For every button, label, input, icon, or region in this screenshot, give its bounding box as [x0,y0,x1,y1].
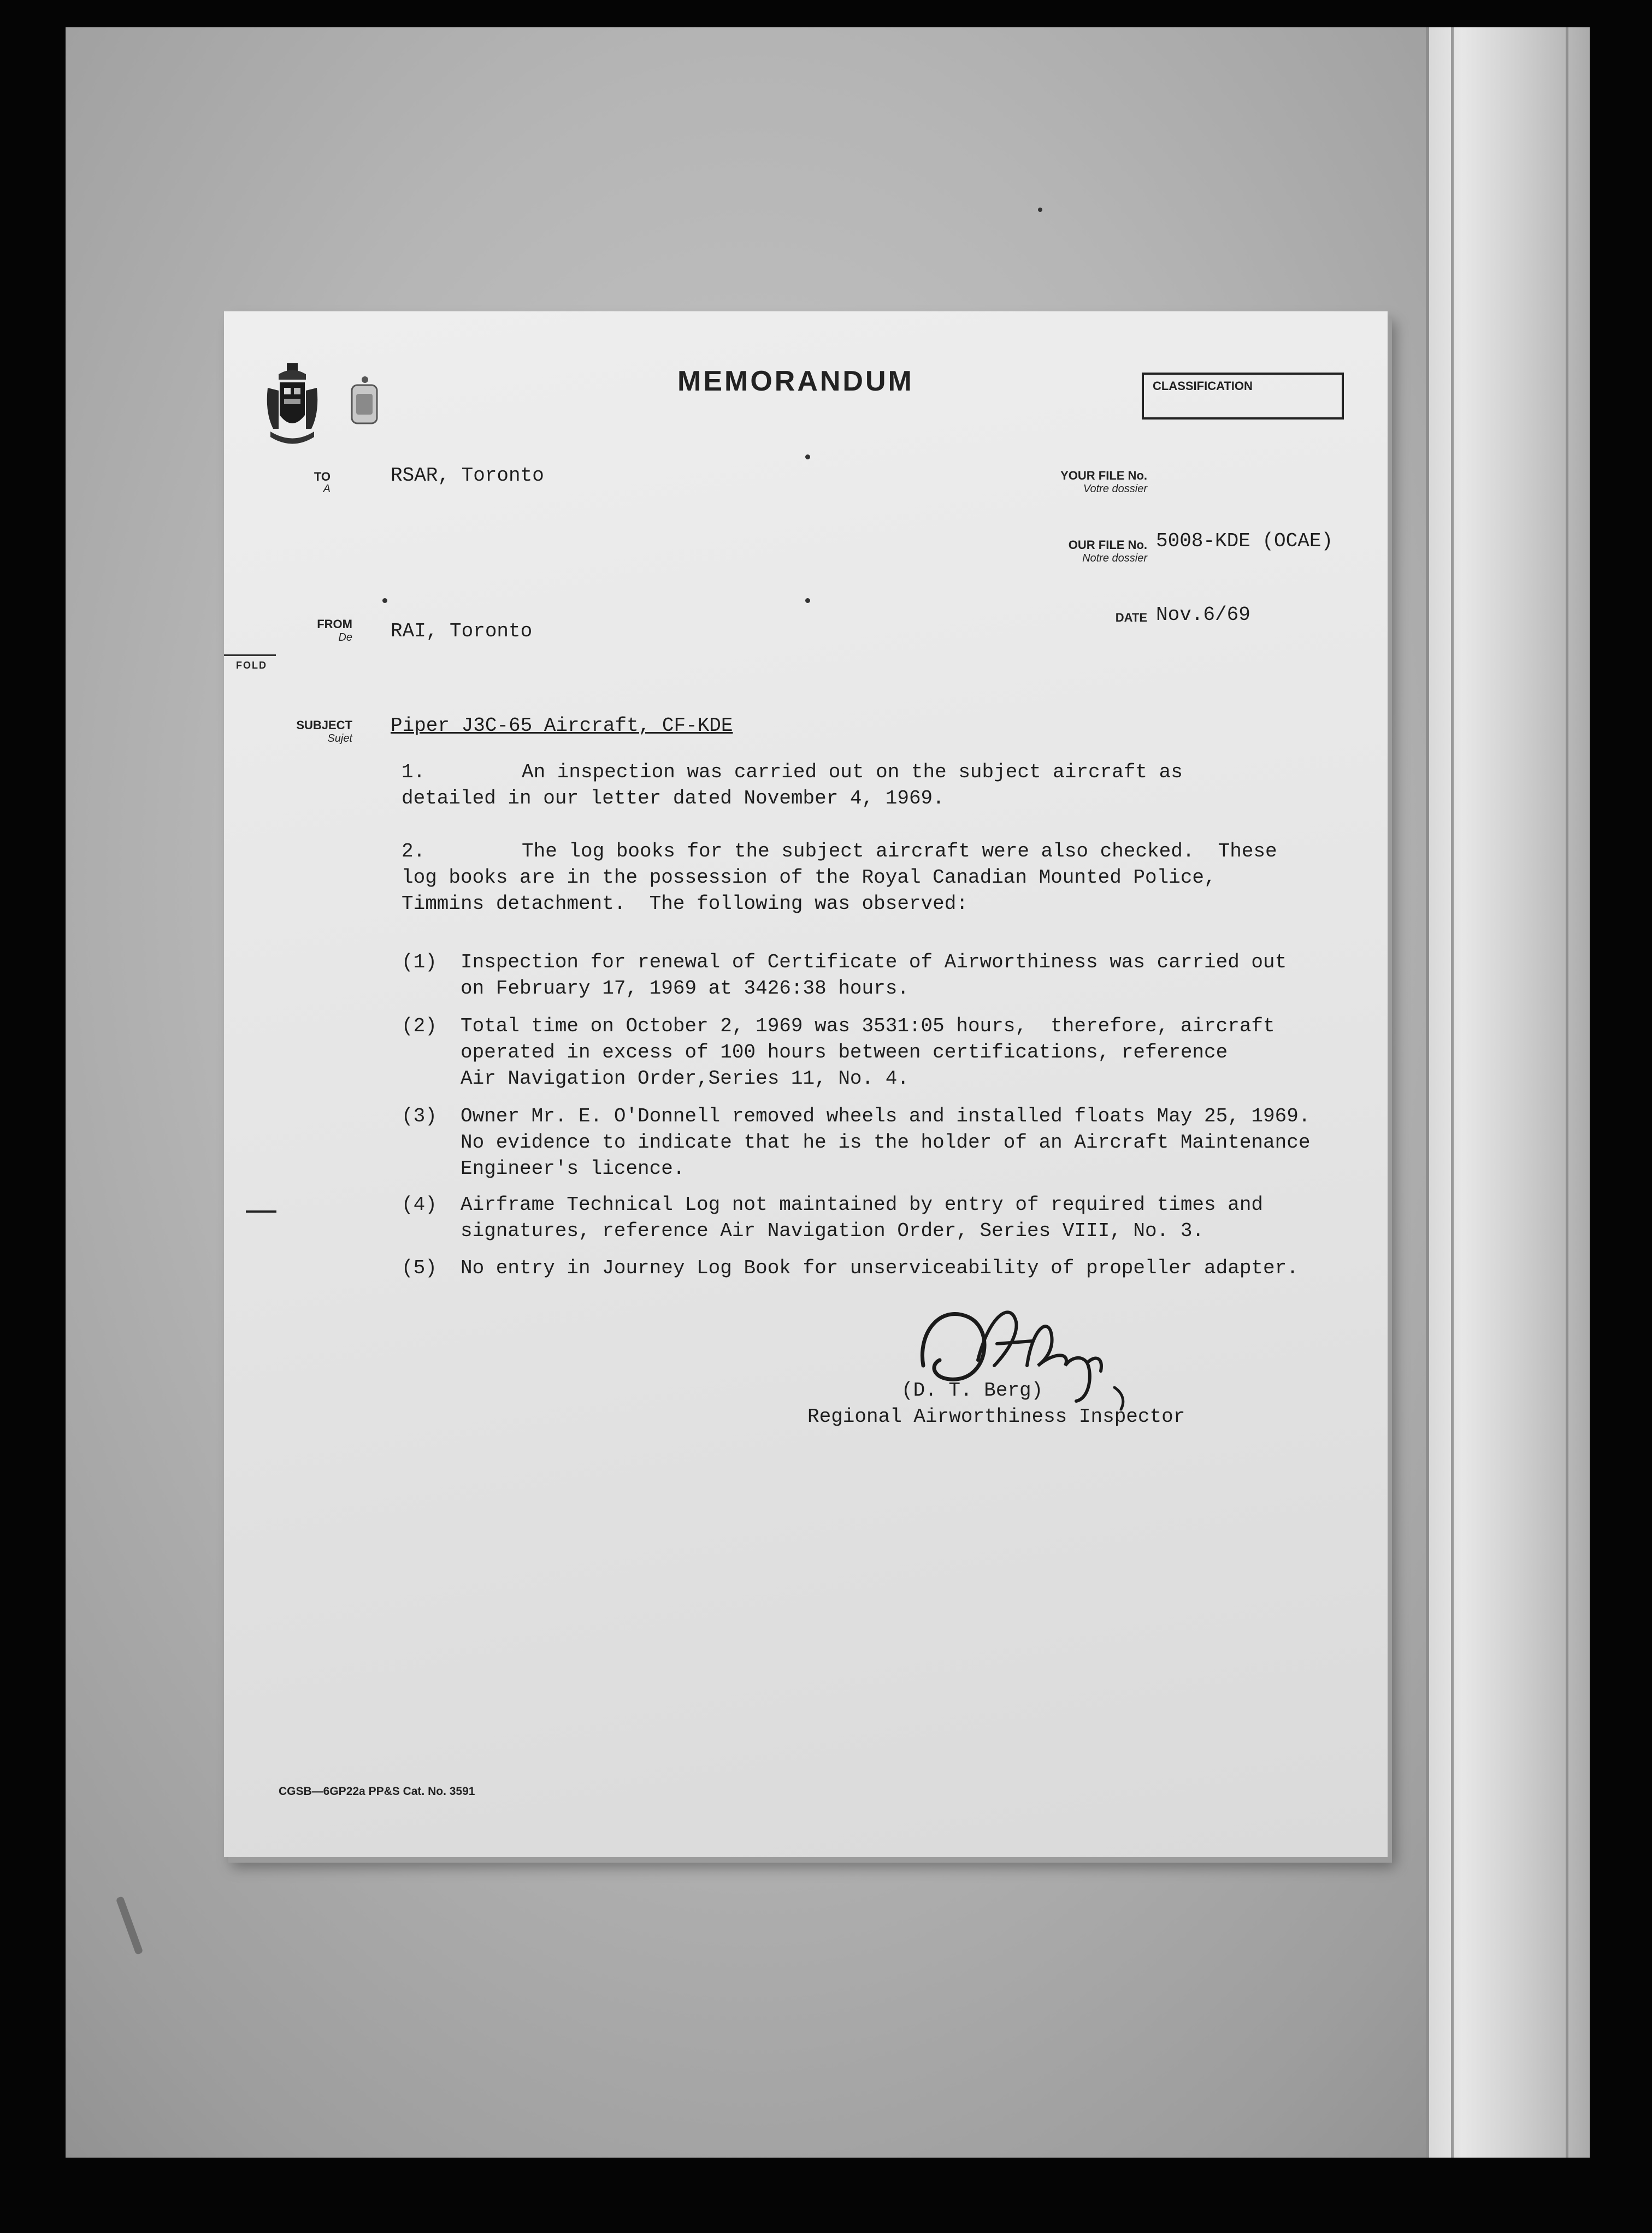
item-line: operated in excess of 100 hours between certifications, reference [461,1041,1228,1064]
your-file-label-fr: Votre dossier [1083,483,1147,495]
memo-title: MEMORANDUM [677,365,914,397]
board-edge [1451,27,1454,2158]
mounting-board [1426,27,1590,2158]
item-line: Owner Mr. E. O'Donnell removed wheels and installed floats May 25, 1969. [461,1105,1311,1127]
item-number: (4) [402,1194,437,1216]
signer-name: (D. T. Berg) [901,1379,1043,1402]
to-value: RSAR, Toronto [391,464,544,487]
to-label-fr: A [323,483,331,495]
date-stamp-icon [349,374,381,432]
coat-of-arms-icon [262,363,322,451]
item-line: No entry in Journey Log Book for unserviceability of propeller adapter. [461,1257,1299,1279]
para2-line: The log books for the subject aircraft were also checked. These [522,840,1277,863]
para1-line: An inspection was carried out on the subject aircraft as [522,761,1183,783]
subject-label: SUBJECT [296,718,352,732]
item-line: on February 17, 1969 at 3426:38 hours. [461,977,909,1000]
para1-number: 1. [402,761,426,783]
fold-label: FOLD [236,660,267,671]
item-number: (2) [402,1015,437,1037]
our-file-label: OUR FILE No. [1068,538,1147,552]
item-line: Total time on October 2, 1969 was 3531:05 hours, therefore, aircraft [461,1015,1275,1037]
item-line: Engineer's licence. [461,1157,685,1180]
item-line: Inspection for renewal of Certificate of Airworthiness was carried out [461,951,1287,973]
fold-mark [224,654,276,656]
signer-title: Regional Airworthiness Inspector [807,1405,1185,1428]
your-file-label: YOUR FILE No. [1060,469,1147,482]
subject-label-fr: Sujet [327,732,352,745]
punch-dot [805,598,810,603]
memorandum-sheet [224,311,1388,1857]
item-line: No evidence to indicate that he is the holder of an Aircraft Maintenance [461,1131,1311,1154]
para1-line: detailed in our letter dated November 4, 1969. [402,787,945,810]
item-number: (3) [402,1105,437,1127]
para2-number: 2. [402,840,426,863]
classification-label: CLASSIFICATION [1153,379,1253,393]
our-file-value: 5008-KDE (OCAE) [1156,530,1334,552]
form-number: CGSB—6GP22a PP&S Cat. No. 3591 [279,1785,475,1798]
date-value: Nov.6/69 [1156,604,1250,626]
para2-line: Timmins detachment. The following was observed: [402,893,968,915]
margin-mark [246,1210,276,1213]
punch-dot [382,598,387,603]
para2-line: log books are in the possession of the Royal Canadian Mounted Police, [402,866,1216,889]
item-number: (1) [402,951,437,973]
date-label: DATE [1115,611,1147,624]
subject-value: Piper J3C-65 Aircraft, CF-KDE [391,714,733,737]
to-label: TO [314,470,331,483]
classification-box [1142,373,1344,420]
film-frame [66,27,1590,2158]
punch-dot [805,454,810,459]
item-line: signatures, reference Air Navigation Order, Series VIII, No. 3. [461,1220,1205,1242]
from-label: FROM [317,617,352,631]
item-number: (5) [402,1257,437,1279]
board-edge [1566,27,1568,2158]
item-line: Airframe Technical Log not maintained by entry of required times and [461,1194,1264,1216]
from-label-fr: De [338,631,352,643]
film-speck [1038,208,1042,212]
from-value: RAI, Toronto [391,620,533,642]
film-scratch [116,1896,144,1955]
our-file-label-fr: Notre dossier [1082,552,1147,564]
item-line: Air Navigation Order,Series 11, No. 4. [461,1067,909,1090]
